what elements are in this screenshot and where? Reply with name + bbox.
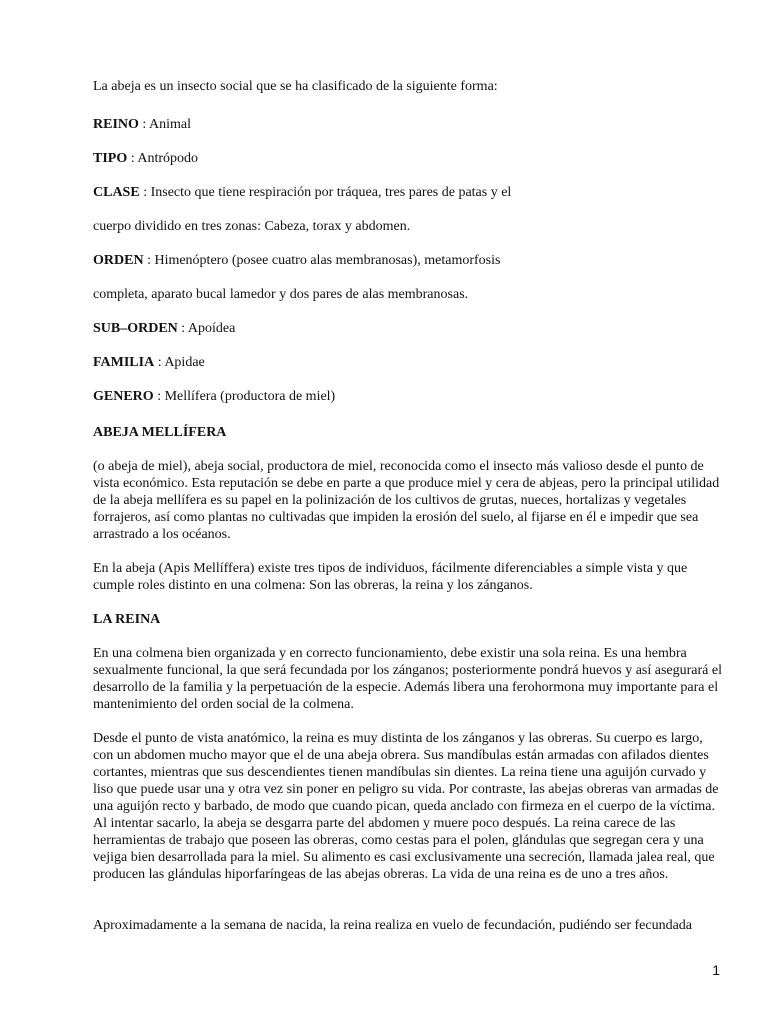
taxonomy-value: Apidae (164, 355, 205, 370)
taxonomy-clase (93, 184, 511, 201)
taxonomy-label: CLASE (93, 185, 140, 200)
taxonomy-genero (93, 388, 335, 405)
taxonomy-familia (93, 354, 205, 371)
paragraph-fecundacion: Aproximadamente a la semana de nacida, la reina realiza en vuelo de fecundación, pudiéndo ser fecundada (93, 918, 692, 933)
taxonomy-value: Mellífera (productora de miel) (164, 389, 336, 404)
taxonomy-separator: : (138, 117, 150, 132)
taxonomy-separator: : (127, 151, 138, 166)
taxonomy-separator: : (153, 389, 165, 404)
taxonomy-label: ORDEN (93, 253, 144, 268)
taxonomy-label: GENERO (93, 389, 154, 404)
paragraph-reina-anatomia: Desde el punto de vista anatómico, la reina es muy distinta de los zánganos y las obreras. Su cuerpo es largo, con un abdomen mucho mayor que el de una abeja obrera. Sus mandíbulas están armadas con afilados dientes cortantes, mientras que sus descendientes tienen mandíbulas sin dientes. La reina tiene una aguijón curvado y liso que puede usar una y otra vez sin poner en peligro su vida. Por contraste, las abejas obreras van armadas de una aguijón recto y barbado, de modo que cuando pican, queda anclado con firmeza en el cuerpo de la víctima. Al intentar sacarlo, la abeja se desgarra parte del abdomen y muere poco después. La reina carece de las herramientas de trabajo que poseen las obreras, como cestas para el polen, glándulas que segregan cera y una vejiga bien desarrollada para la miel. Su alimento es casi exclusivamente una secreción, llamada jalea real, que producen las glándulas hiporfaríngeas de las abejas obreras. La vida de una reina es de uno a tres años. (93, 731, 719, 882)
heading-abeja-mellifera: ABEJA MELLÍFERA (93, 425, 227, 440)
taxonomy-orden (93, 252, 500, 269)
paragraph-abeja-mellifera: (o abeja de miel), abeja social, productora de miel, reconocida como el insecto más valioso desde el punto de vista económico. Esta reputación se debe en parte a que produce miel y cera de abjeas, pero la principal utilidad de la abeja mellífera es su papel en la polinización de los cultivos de grutas, nueces, hortalizas y vegetales forrajeros, así como plantas no cultivadas que impiden la erosión del suelo, al fijarse en él e impedir que sea arrastrado a los océanos. (93, 459, 720, 542)
taxonomy-value: Animal (149, 117, 192, 132)
heading-la-reina: LA REINA (93, 612, 161, 627)
taxonomy-value: Antrópodo (137, 151, 199, 166)
taxonomy-label: SUB–ORDEN (93, 321, 178, 336)
taxonomy-separator: : (143, 253, 155, 268)
taxonomy-suborden (93, 320, 235, 337)
taxonomy-label: FAMILIA (93, 355, 155, 370)
taxonomy-value: Himenóptero (posee cuatro alas membranosas), metamorfosis (154, 253, 501, 268)
taxonomy-clase-continued (93, 218, 410, 235)
taxonomy-value: completa, aparato bucal lamedor y dos pares de alas membranosas. (93, 287, 469, 302)
taxonomy-reino (93, 116, 191, 133)
taxonomy-separator: : (177, 321, 188, 336)
taxonomy-separator: : (139, 185, 151, 200)
taxonomy-tipo (93, 150, 198, 167)
taxonomy-orden-continued (93, 286, 468, 303)
paragraph-reina-colmena: En una colmena bien organizada y en correcto funcionamiento, debe existir una sola reina. Es una hembra sexualmente funcional, la que será fecundada por los zánganos; posteriormente pondrá huevos y así asegurará el desarrollo de la familia y la perpetuación de la especie. Además libera una ferohormona muy importante para el mantenimiento del orden social de la colmena. (93, 646, 722, 712)
taxonomy-label: REINO (93, 117, 139, 132)
taxonomy-label: TIPO (93, 151, 128, 166)
page-number: 1 (712, 962, 720, 978)
taxonomy-value: cuerpo dividido en tres zonas: Cabeza, torax y abdomen. (93, 219, 411, 234)
taxonomy-value: Apoídea (187, 321, 236, 336)
taxonomy-separator: : (154, 355, 165, 370)
taxonomy-value: Insecto que tiene respiración por tráquea, tres pares de patas y el (150, 185, 512, 200)
intro-text: La abeja es un insecto social que se ha clasificado de la siguiente forma: (93, 79, 498, 94)
paragraph-tipos-individuos: En la abeja (Apis Mellíffera) existe tres tipos de individuos, fácilmente diferenciables a simple vista y que cumple roles distinto en una colmena: Son las obreras, la reina y los zánganos. (93, 561, 688, 593)
